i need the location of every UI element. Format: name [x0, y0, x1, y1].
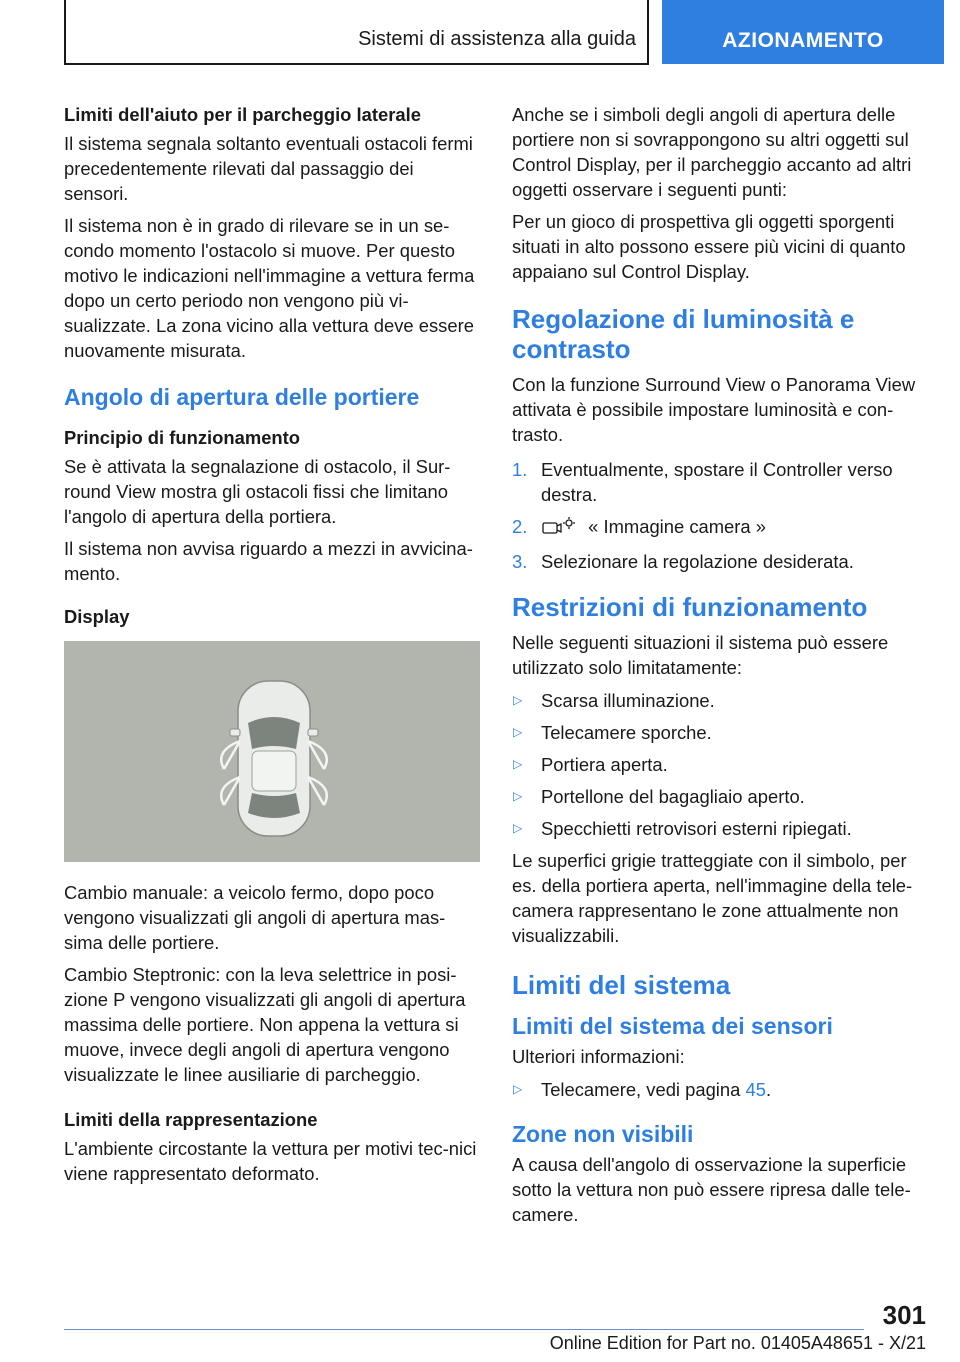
page-reference-link[interactable]: 45 [745, 1079, 766, 1100]
paragraph: Con la funzione Surround View o Panorama View attivata è possibile impostare luminosità e con-trasto. [512, 374, 916, 445]
list-item [512, 752, 932, 777]
list-item-text: Scarsa illuminazione. [541, 690, 715, 711]
list-item [512, 688, 932, 713]
step-number: 2. [512, 516, 528, 537]
list-item [512, 816, 932, 841]
reference-list [512, 1077, 932, 1102]
edition-info: Online Edition for Part no. 01405A48651 - X/21 [549, 1333, 926, 1353]
paragraph: Cambio Steptronic: con la leva selettrice in posi-zione P vengono visualizzati gli angoli di apertura massima delle portiere. Non appena la vettura si muove, invece degli angoli di apertura vengono visualizzate le linee ausiliarie di parcheggio. [64, 964, 466, 1085]
reference-text: Telecamere, vedi pagina [541, 1079, 746, 1100]
camera-settings-icon [541, 516, 575, 542]
page-number: 301 [882, 1300, 926, 1330]
paragraph: Le superfici grigie tratteggiate con il simbolo, per es. della portiera aperta, nell'immagine della tele-camera rappresentano le zone attualmente non visualizzabili. [512, 850, 913, 946]
triangle-right-icon: ▷ [513, 821, 523, 835]
triangle-right-icon: ▷ [513, 757, 523, 771]
surround-view-figure [64, 641, 480, 862]
list-item-text: Portiera aperta. [541, 754, 668, 775]
paragraph: Il sistema non avvisa riguardo a mezzi in avvicina-mento. [64, 538, 473, 584]
right-column [512, 102, 932, 1234]
reference-end: . [765, 1079, 772, 1100]
list-item-text: Specchietti retrovisori esterni ripiegati. [541, 818, 852, 839]
step-text: Eventualmente, spostare il Controller verso destra. [541, 459, 893, 505]
paragraph: L'ambiente circostante la vettura per motivi tec-nici viene rappresentato deformato. [64, 1138, 477, 1184]
heading-zone-non-visibili: Zone non visibili [512, 1121, 694, 1147]
paragraph: Se è attivata la segnalazione di ostacolo, il Sur-round View mostra gli ostacoli fissi che limitano l'angolo di apertura della portiera. [64, 456, 451, 527]
heading-regolazione: Regolazione di luminosità e contrasto [512, 304, 855, 364]
list-item [512, 514, 932, 542]
triangle-right-icon: ▷ [513, 725, 523, 739]
paragraph: Il sistema segnala soltanto eventuali ostacoli fermi precedentemente rilevati dal passaggio dei sensori. [64, 133, 473, 204]
heading-principio: Principio di funzionamento [64, 427, 301, 448]
step-text: Selezionare la regolazione desiderata. [541, 551, 854, 572]
steps-list [512, 457, 932, 574]
list-item [512, 549, 932, 574]
header-rule-middle [647, 0, 649, 64]
paragraph: A causa dell'angolo di osservazione la superficie sotto la vettura non può essere ripresa dalle tele-camere. [512, 1154, 911, 1225]
paragraph: Cambio manuale: a veicolo fermo, dopo poco vengono visualizzati gli angoli di apertura mas-sima delle portiere. [64, 882, 446, 953]
paragraph: Il sistema non è in grado di rilevare se in un se-condo momento l'ostacolo si muove. Per questo motivo le indicazioni nell'immagine a vettura ferma dopo un certo periodo non vengono più vi-sualizzate. La zona vicino alla vettura deve essere nuovamente misurata. [64, 215, 475, 361]
heading-limiti-aiuto: Limiti dell'aiuto per il parcheggio laterale [64, 104, 421, 125]
list-item [512, 1077, 932, 1102]
heading-display: Display [64, 606, 130, 627]
step-text: « Immagine camera » [588, 516, 766, 537]
paragraph: Ulteriori informazioni: [512, 1046, 685, 1067]
list-item-text: Telecamere sporche. [541, 722, 712, 743]
car-top-view-icon [64, 641, 480, 862]
triangle-right-icon: ▷ [513, 693, 523, 707]
paragraph: Anche se i simboli degli angoli di apertura delle portiere non si sovrappongono su altri oggetti sul Control Display, per il parcheggio accanto ad altri oggetti osservare i seguenti punti: [512, 104, 912, 200]
heading-restrizioni: Restrizioni di funzionamento [512, 592, 868, 622]
heading-limiti-sensori: Limiti del sistema dei sensori [512, 1013, 833, 1039]
step-number: 3. [512, 551, 528, 572]
heading-limiti-rappresentazione: Limiti della rappresentazione [64, 1109, 318, 1130]
header-rule-bottom [64, 63, 649, 65]
left-column [64, 102, 482, 1193]
list-item [512, 457, 932, 507]
header-section-title: Sistemi di assistenza alla guida [358, 28, 636, 50]
list-item [512, 784, 932, 809]
list-item-text: Portellone del bagagliaio aperto. [541, 786, 805, 807]
step-number: 1. [512, 459, 528, 480]
paragraph: Per un gioco di prospettiva gli oggetti sporgenti situati in alto possono essere più vicini di quanto appaiano sul Control Display. [512, 211, 906, 282]
restrictions-list [512, 688, 932, 841]
triangle-right-icon: ▷ [513, 789, 523, 803]
list-item [512, 720, 932, 745]
chapter-tab[interactable]: AZIONAMENTO [662, 0, 944, 64]
paragraph: Nelle seguenti situazioni il sistema può essere utilizzato solo limitatamente: [512, 632, 889, 678]
footer-rule [64, 1329, 864, 1330]
heading-angolo-apertura: Angolo di apertura delle portiere [64, 384, 420, 410]
triangle-right-icon: ▷ [513, 1082, 523, 1096]
heading-limiti-sistema: Limiti del sistema [512, 970, 731, 1000]
